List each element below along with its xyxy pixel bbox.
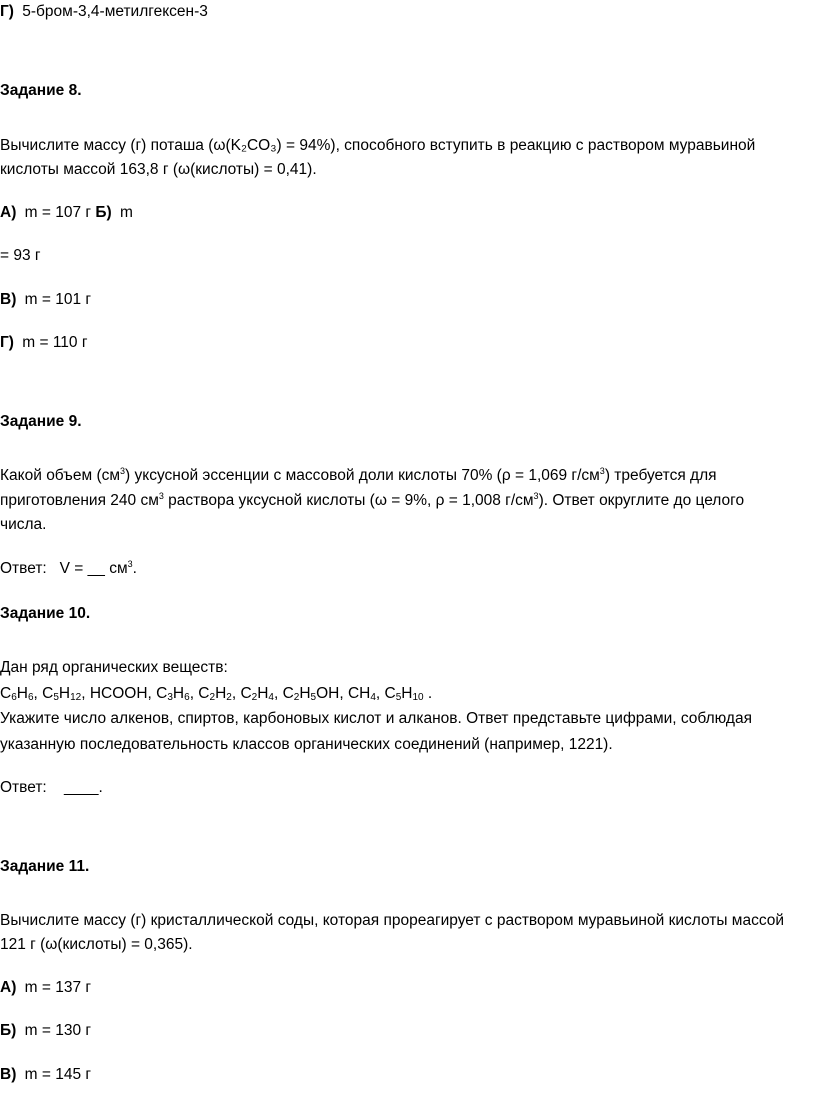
answer-blank: ____.	[63, 779, 103, 796]
option-label: Б)	[0, 1022, 17, 1039]
task10-intro: Дан ряд органических веществ:	[0, 659, 228, 676]
option-text: m = 107 г	[24, 204, 92, 221]
option-label: А)	[0, 204, 17, 221]
answer-field: V = __ см	[59, 560, 128, 577]
option-label: Б)	[95, 204, 112, 221]
task8-title: Задание 8.	[0, 82, 82, 99]
task8-option-b-continued: = 93 г	[0, 247, 41, 264]
option-line-g-prev	[0, 2, 208, 22]
option-text: m = 137 г	[24, 979, 92, 996]
task9-question-line2: приготовления 240 $см^3$ раствора уксусной кислоты (ω = 9%, ρ = 1,008 $г/см^3$). Ответ округлите до целого	[0, 491, 745, 509]
task8-option-d	[0, 333, 88, 353]
task11-option-b	[0, 1021, 91, 1041]
option-label: В)	[0, 1066, 17, 1083]
task10-instruction-line2: указанную последовательность классов органических соединений (например, 1221).	[0, 736, 613, 753]
task11-question-line1: Вычислите массу (г) кристаллической соды, которая прореагирует с раствором муравьиной кислоты массой	[0, 912, 785, 929]
task9-question-line1: Какой объем $(см^3)$ уксусной эссенции с массовой доли кислоты 70% (ρ = 1,069 $г/см^3$) требуется для	[0, 466, 717, 484]
task11-title: Задание 11.	[0, 858, 90, 875]
task10-instruction-line1: Укажите число алкенов, спиртов, карбоновых кислот и алканов. Ответ представьте цифрами, соблюдая	[0, 710, 752, 727]
option-label: В)	[0, 291, 17, 308]
option-text: m = 101 г	[24, 291, 92, 308]
option-text: m = 110 г	[22, 334, 88, 351]
task10-formula-list: $C_6H_6$, $C_5H_{12}$, HCOOH, $C_3H_6$, $C_2H_2$, $C_2H_4$, $C_2H_5OH$, $CH_4$, $C_5H_{10}$ .	[0, 685, 433, 703]
task8-question-line1: Вычислите массу (г) поташа (ω(K₂CO₃) = 94%), способного вступить в реакцию с раствором муравьиной	[0, 137, 756, 154]
option-label: Г)	[0, 334, 14, 351]
task11-option-c	[0, 1065, 91, 1085]
answer-label: Ответ:	[0, 779, 47, 796]
task11-question-line2: 121 г (ω(кислоты) = 0,365).	[0, 936, 193, 953]
option-text: m = 145 г	[24, 1066, 92, 1083]
option-label: А)	[0, 979, 17, 996]
option-text: m = 130 г	[24, 1022, 92, 1039]
task9-title: Задание 9.	[0, 413, 82, 430]
option-text: m	[120, 204, 133, 221]
task10-answer	[0, 778, 103, 798]
answer-label: Ответ:	[0, 560, 47, 577]
task8-option-c	[0, 290, 91, 310]
task11-option-a	[0, 978, 91, 998]
task10-title: Задание 10.	[0, 605, 91, 622]
task8-question-line2: кислоты массой 163,8 г (ω(кислоты) = 0,41).	[0, 161, 317, 178]
option-label: Г)	[0, 3, 14, 20]
task8-option-a	[0, 203, 133, 223]
task9-question-line3: числа.	[0, 516, 47, 533]
task9-answer: Ответ: V = __ $см^3$.	[0, 559, 137, 577]
option-text: 5-бром-3,4-метилгексен-3	[22, 3, 208, 20]
